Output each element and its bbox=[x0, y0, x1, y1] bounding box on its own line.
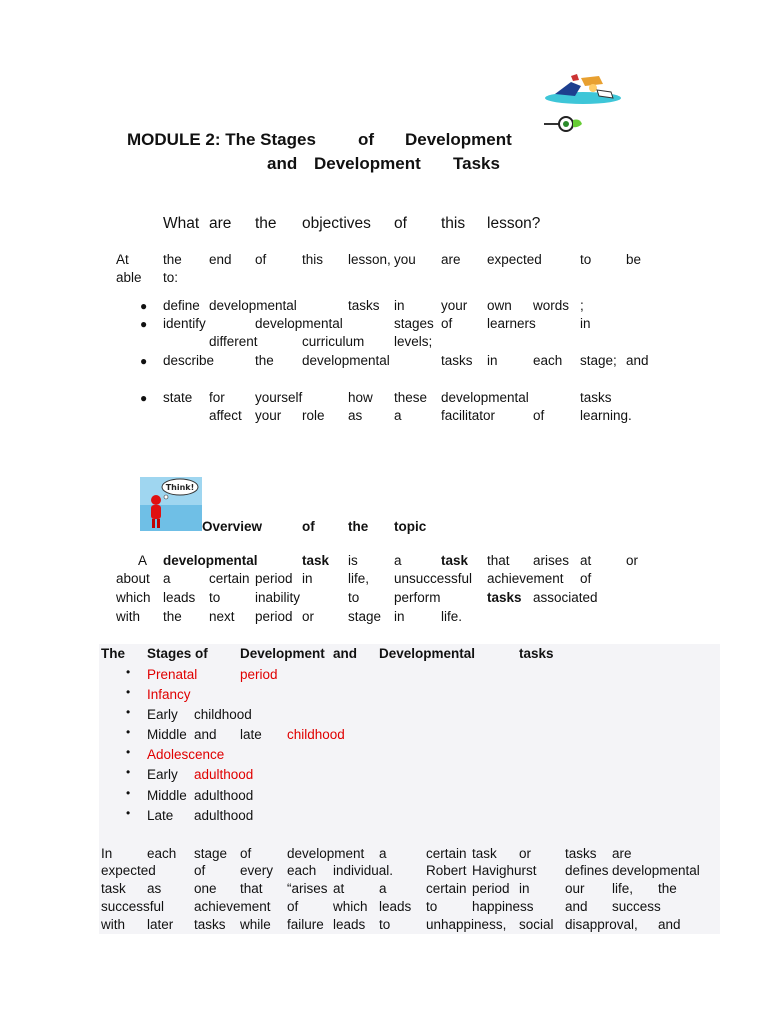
title-word: MODULE 2: The Stages bbox=[127, 130, 316, 149]
word: the bbox=[658, 881, 677, 896]
word: ; bbox=[580, 298, 584, 313]
heading-word: Development bbox=[240, 646, 325, 661]
word: to bbox=[426, 899, 438, 914]
heading-word: objectives bbox=[302, 215, 371, 232]
word: to bbox=[580, 252, 592, 267]
word: leads bbox=[379, 899, 412, 914]
heading-word: Stages of bbox=[147, 646, 208, 661]
word: later bbox=[147, 917, 174, 932]
word: role bbox=[302, 408, 325, 423]
word: able bbox=[116, 270, 142, 285]
word: developmental bbox=[163, 553, 258, 568]
word: tasks bbox=[348, 298, 380, 313]
word: of bbox=[287, 899, 299, 914]
word: achievement bbox=[194, 899, 271, 914]
word: curriculum bbox=[302, 334, 365, 349]
bullet-icon: • bbox=[126, 786, 131, 800]
heading-word: are bbox=[209, 215, 232, 232]
word: expected bbox=[101, 863, 156, 878]
word: each bbox=[287, 863, 317, 878]
word: life, bbox=[612, 881, 634, 896]
word: your bbox=[441, 298, 468, 313]
word: period bbox=[255, 609, 293, 624]
word: are bbox=[612, 846, 632, 861]
word: identify bbox=[163, 316, 206, 331]
word: unhappiness, bbox=[426, 917, 507, 932]
word: inability bbox=[255, 590, 301, 605]
word: a bbox=[163, 571, 171, 586]
stage-item: Middle bbox=[147, 788, 187, 803]
word: developmental bbox=[612, 863, 700, 878]
word: are bbox=[441, 252, 461, 267]
word: period bbox=[255, 571, 293, 586]
stage-item: Prenatal bbox=[147, 667, 198, 682]
thinking-person-icon bbox=[140, 477, 202, 531]
word: At bbox=[116, 252, 129, 267]
stage-item: Early bbox=[147, 707, 178, 722]
word: tasks bbox=[441, 353, 473, 368]
word: words bbox=[533, 298, 570, 313]
word: life. bbox=[441, 609, 463, 624]
word: to bbox=[379, 917, 391, 932]
title-word: Development bbox=[405, 130, 512, 149]
word: “arises bbox=[287, 881, 328, 896]
word: next bbox=[209, 609, 235, 624]
word: facilitator bbox=[441, 408, 496, 423]
word: perform bbox=[394, 590, 441, 605]
stage-item: childhood bbox=[287, 727, 345, 742]
word: your bbox=[255, 408, 282, 423]
word: or bbox=[519, 846, 532, 861]
word: or bbox=[302, 609, 315, 624]
word: learners bbox=[487, 316, 536, 331]
word: tasks bbox=[565, 846, 597, 861]
word: of bbox=[580, 571, 592, 586]
word: disapproval, bbox=[565, 917, 638, 932]
stage-item: Late bbox=[147, 808, 174, 823]
word: define bbox=[163, 298, 200, 313]
word: A bbox=[138, 553, 148, 568]
word: task bbox=[101, 881, 126, 896]
heading-word: The bbox=[101, 646, 126, 661]
word: task bbox=[441, 553, 469, 568]
heading-word: of bbox=[394, 215, 407, 232]
word: affect bbox=[209, 408, 242, 423]
word: developmental bbox=[302, 353, 390, 368]
word: of bbox=[255, 252, 267, 267]
heading-word: and bbox=[333, 646, 358, 661]
word: this bbox=[302, 252, 324, 267]
word: while bbox=[240, 917, 271, 932]
bullet-icon: • bbox=[126, 705, 131, 719]
word: tasks bbox=[194, 917, 226, 932]
word: at bbox=[333, 881, 345, 896]
bullet-icon: ● bbox=[140, 317, 148, 331]
word: the bbox=[163, 252, 182, 267]
word: in bbox=[519, 881, 530, 896]
heading-word: topic bbox=[394, 519, 427, 534]
word: tasks bbox=[487, 590, 522, 605]
word: one bbox=[194, 881, 217, 896]
word: achievement bbox=[487, 571, 564, 586]
word: describe bbox=[163, 353, 215, 368]
stage-item: adulthood bbox=[194, 788, 254, 803]
bullet-icon: ● bbox=[140, 299, 148, 313]
word: developmental bbox=[441, 390, 529, 405]
stage-item: Infancy bbox=[147, 687, 191, 702]
stage-item: Middle bbox=[147, 727, 187, 742]
stage-item: period bbox=[240, 667, 278, 682]
heading-word: lesson? bbox=[487, 215, 541, 232]
word: yourself bbox=[255, 390, 303, 405]
word: at bbox=[580, 553, 592, 568]
word: and bbox=[658, 917, 681, 932]
bullet-icon: • bbox=[126, 725, 131, 739]
word: Havighurst bbox=[472, 863, 537, 878]
word: to bbox=[348, 590, 360, 605]
stage-item: adulthood bbox=[194, 767, 254, 782]
title-word: of bbox=[358, 130, 375, 149]
word: development bbox=[287, 846, 365, 861]
word: that bbox=[240, 881, 263, 896]
word: developmental bbox=[209, 298, 297, 313]
stage-item: Adolescence bbox=[147, 747, 225, 762]
word: as bbox=[348, 408, 363, 423]
stage-item: and bbox=[194, 727, 217, 742]
stage-item: adulthood bbox=[194, 808, 254, 823]
word: task bbox=[302, 553, 330, 568]
word: expected bbox=[487, 252, 542, 267]
word: In bbox=[101, 846, 113, 861]
heading-word: What bbox=[163, 215, 200, 232]
stage-item: late bbox=[240, 727, 262, 742]
word: a bbox=[379, 881, 387, 896]
heading-word: of bbox=[302, 519, 315, 534]
stage-item: childhood bbox=[194, 707, 252, 722]
word: each bbox=[533, 353, 563, 368]
word: failure bbox=[287, 917, 324, 932]
word: that bbox=[487, 553, 510, 568]
heading-word: the bbox=[255, 215, 277, 232]
word: of bbox=[240, 846, 252, 861]
heading-word: Overview bbox=[202, 519, 263, 534]
word: is bbox=[348, 553, 358, 568]
word: lesson, bbox=[348, 252, 391, 267]
word: with bbox=[116, 609, 141, 624]
word: a bbox=[394, 553, 402, 568]
word: period bbox=[472, 881, 510, 896]
word: stage bbox=[194, 846, 228, 861]
heading-word: the bbox=[348, 519, 369, 534]
word: leads bbox=[163, 590, 196, 605]
word: the bbox=[163, 609, 182, 624]
word: you bbox=[394, 252, 416, 267]
bullet-icon: ● bbox=[140, 354, 148, 368]
word: stages bbox=[394, 316, 434, 331]
word: our bbox=[565, 881, 585, 896]
word: every bbox=[240, 863, 274, 878]
word: in bbox=[487, 353, 498, 368]
word: and bbox=[626, 353, 649, 368]
word: the bbox=[255, 353, 274, 368]
word: task bbox=[472, 846, 497, 861]
bullet-icon: • bbox=[126, 765, 131, 779]
title-word: and bbox=[267, 154, 298, 173]
word: of bbox=[441, 316, 453, 331]
word: certain bbox=[209, 571, 250, 586]
word: life, bbox=[348, 571, 370, 586]
bullet-icon: • bbox=[126, 745, 131, 759]
heading-word: Developmental bbox=[379, 646, 476, 661]
word: unsuccessful bbox=[394, 571, 473, 586]
bullet-icon: ● bbox=[140, 391, 148, 405]
word: to: bbox=[163, 270, 179, 285]
word: stage; bbox=[580, 353, 617, 368]
bullet-icon: • bbox=[126, 685, 131, 699]
word: these bbox=[394, 390, 428, 405]
word: for bbox=[209, 390, 225, 405]
title-word: Development bbox=[314, 154, 421, 173]
word: of bbox=[533, 408, 545, 423]
word: learning. bbox=[580, 408, 632, 423]
word: happiness bbox=[472, 899, 534, 914]
word: successful bbox=[101, 899, 165, 914]
word: own bbox=[487, 298, 512, 313]
bullet-icon: • bbox=[126, 665, 131, 679]
word: success bbox=[612, 899, 661, 914]
word: or bbox=[626, 553, 639, 568]
word: a bbox=[379, 846, 387, 861]
word: in bbox=[394, 609, 405, 624]
word: levels; bbox=[394, 334, 433, 349]
word: which bbox=[333, 899, 368, 914]
word: leads bbox=[333, 917, 366, 932]
word: in bbox=[580, 316, 591, 331]
word: social bbox=[519, 917, 554, 932]
word: of bbox=[194, 863, 206, 878]
word: in bbox=[394, 298, 405, 313]
word: each bbox=[147, 846, 177, 861]
title-word: Tasks bbox=[453, 154, 500, 173]
word: end bbox=[209, 252, 232, 267]
stage-item: Early bbox=[147, 767, 178, 782]
flying-character-clipart-icon bbox=[541, 72, 625, 108]
word: and bbox=[565, 899, 588, 914]
bullet-icon: • bbox=[126, 806, 131, 820]
word: to bbox=[209, 590, 221, 605]
word: as bbox=[147, 881, 162, 896]
word: be bbox=[626, 252, 642, 267]
word: a bbox=[394, 408, 402, 423]
word: developmental bbox=[255, 316, 343, 331]
word: how bbox=[348, 390, 373, 405]
word: with bbox=[101, 917, 126, 932]
word: individual. bbox=[333, 863, 394, 878]
word: tasks bbox=[580, 390, 612, 405]
word: defines bbox=[565, 863, 609, 878]
heading-word: tasks bbox=[519, 646, 554, 661]
word: which bbox=[116, 590, 151, 605]
word: in bbox=[302, 571, 313, 586]
word: about bbox=[116, 571, 150, 586]
word: arises bbox=[533, 553, 570, 568]
heading-word: this bbox=[441, 215, 466, 232]
word: stage bbox=[348, 609, 382, 624]
think-bubble-text: Think! bbox=[165, 483, 195, 492]
target-icon bbox=[544, 114, 584, 134]
word: certain bbox=[426, 846, 467, 861]
word: associated bbox=[533, 590, 598, 605]
word: Robert bbox=[426, 863, 467, 878]
word: different bbox=[209, 334, 258, 349]
word: state bbox=[163, 390, 193, 405]
word: certain bbox=[426, 881, 467, 896]
